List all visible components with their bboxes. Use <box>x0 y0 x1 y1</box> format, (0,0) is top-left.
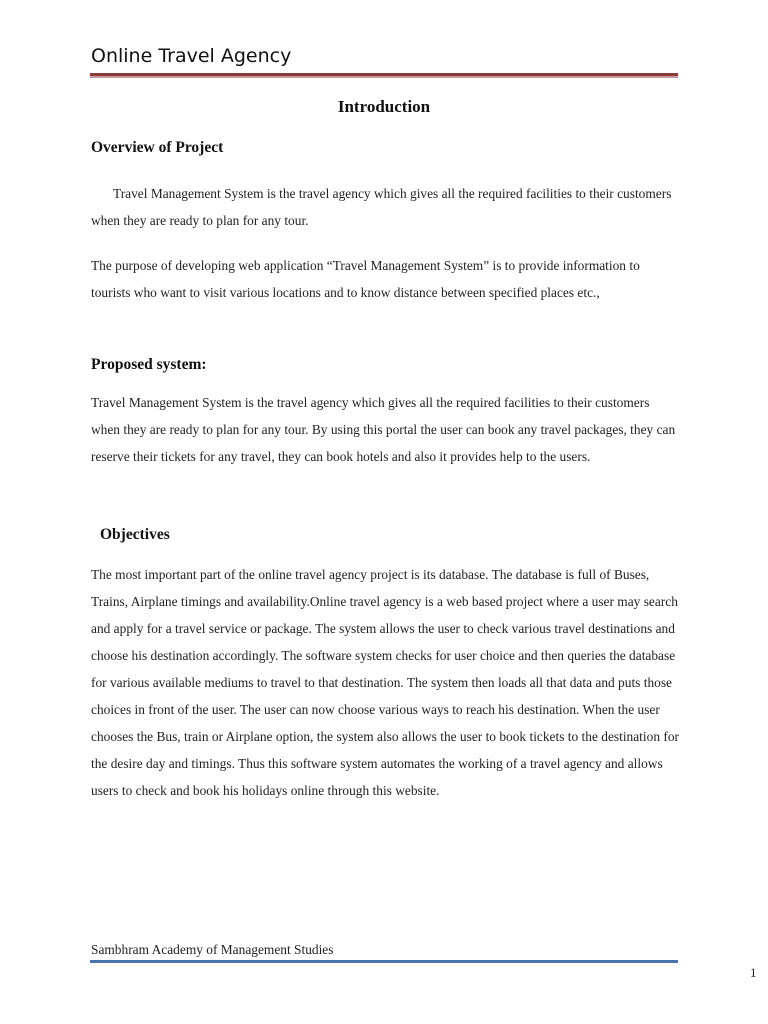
overview-paragraph-2: The purpose of developing web application “Travel Management System” is to provide information to tourists who want to visit various locations and to know distance between specified places etc., <box>91 258 640 300</box>
section-heading-objectives: Objectives <box>100 526 170 543</box>
page-number: 1 <box>750 965 757 980</box>
proposed-system-paragraph: Travel Management System is the travel agency which gives all the required facilities to their customers when they are ready to plan for any tour. By using this portal the user can book any travel packages, they can reserve their tickets for any travel, they can book hotels and also it provides help to the users. <box>91 395 676 464</box>
section-heading-proposed-system: Proposed system: <box>91 356 207 373</box>
objectives-paragraph: The most important part of the online travel agency project is its database. The database is full of Buses, Trains, Airplane timings and availability.Online travel agency is a web based project where a user may search and apply for a travel service or package. The system allows the user to check various travel destinations and choose his destination accordingly. The software system checks for user choice and then queries the database for various available mediums to travel to that destination. The system then loads all that data and puts those choices in front of the user. The user can now choose various ways to reach his destination. When the user chooses the Bus, train or Airplane option, the system also allows the user to book tickets to the destination for the desire day and timings. Thus this software system automates the working of a travel agency and allows users to check and book his holidays online through this website. <box>91 567 679 798</box>
page-title: Introduction <box>337 97 431 116</box>
overview-paragraph-1: Travel Management System is the travel agency which gives all the required facilities to their customers when they are ready to plan for any tour. <box>91 186 672 228</box>
header-title: Online Travel Agency <box>91 45 292 67</box>
section-heading-overview: Overview of Project <box>91 139 224 156</box>
footer-divider <box>90 960 678 963</box>
footer-institution: Sambhram Academy of Management Studies <box>91 942 334 957</box>
header-divider <box>90 73 678 76</box>
